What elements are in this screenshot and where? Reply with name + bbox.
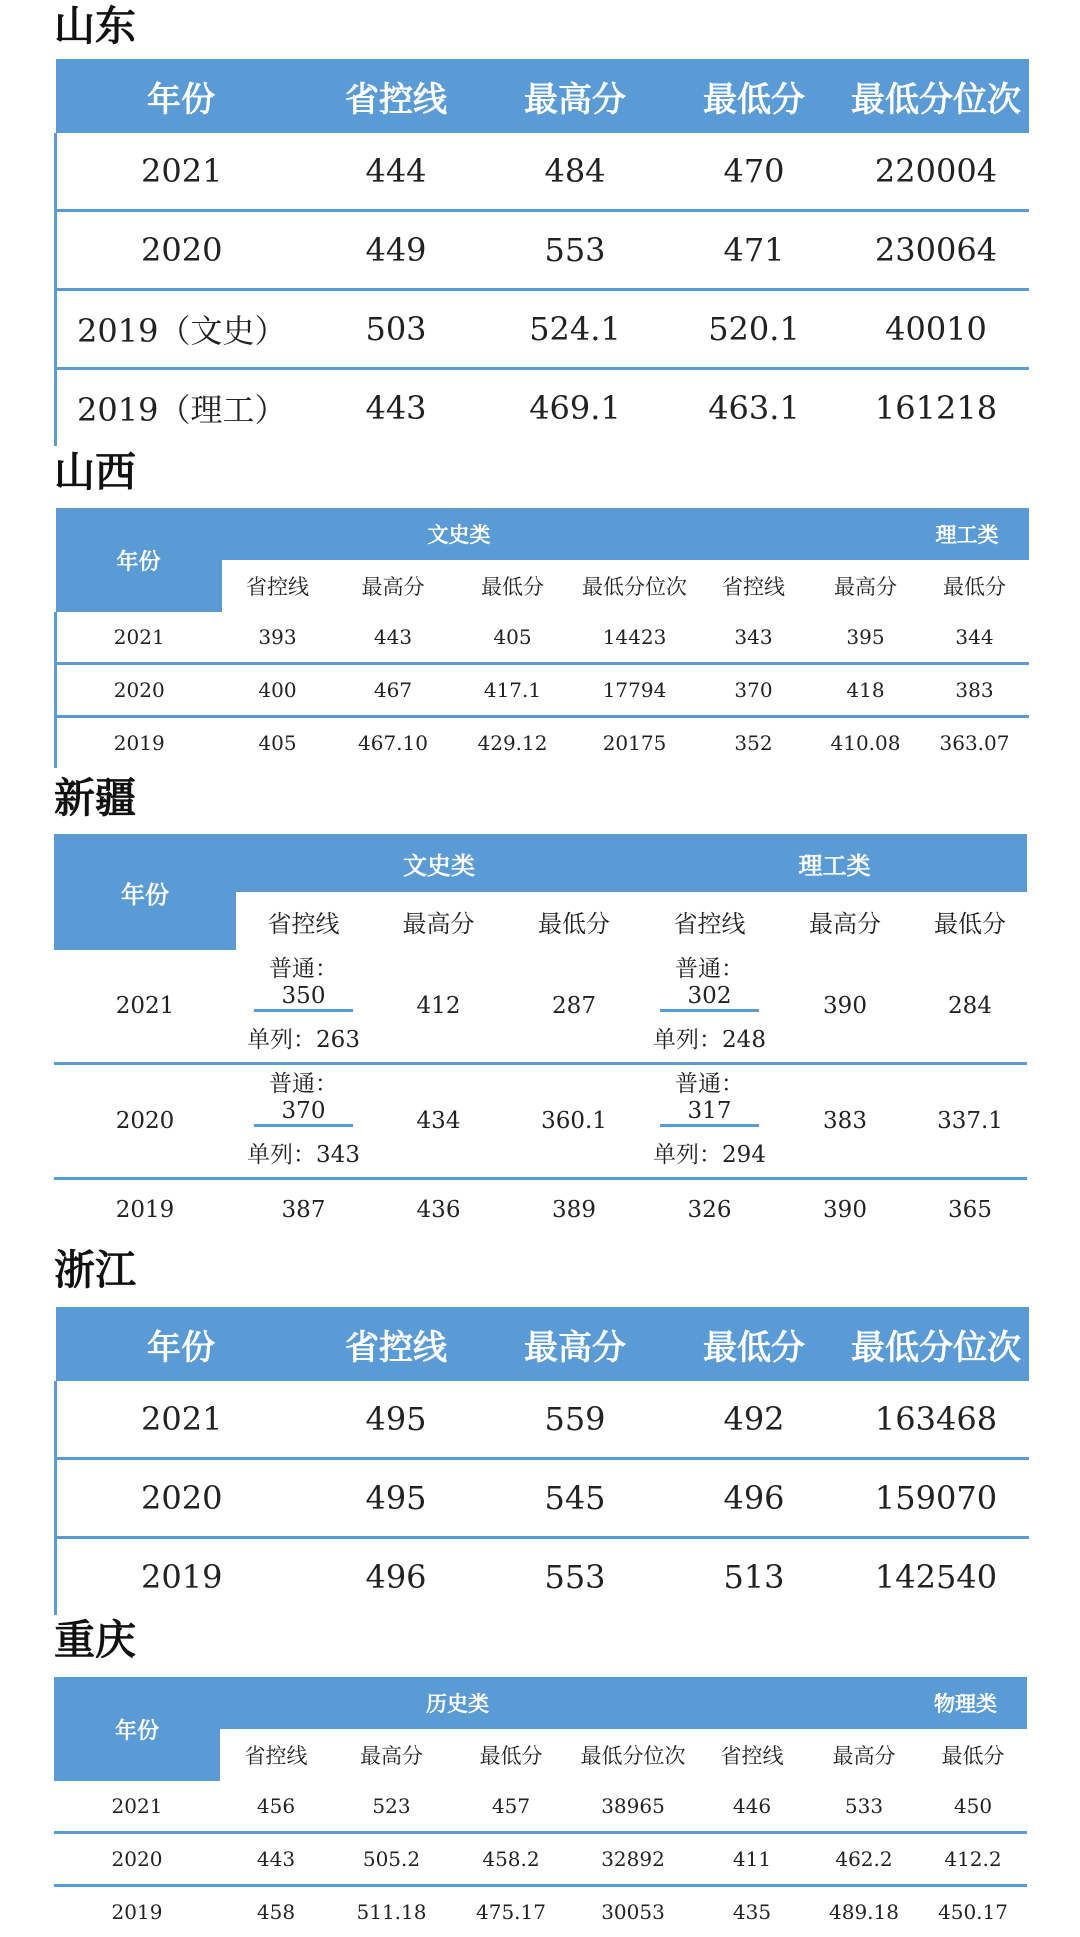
cell: 390 xyxy=(777,1179,913,1241)
group-header: 理工类 xyxy=(697,508,1029,560)
cell: 489.18 xyxy=(809,1886,919,1937)
cell: 390 xyxy=(777,950,913,1064)
cell-split xyxy=(642,1064,777,1179)
cell: 360.1 xyxy=(506,1064,642,1179)
table-row xyxy=(56,612,1029,664)
cell-line: 单列：294 xyxy=(642,1127,777,1177)
col-header: 最高分 xyxy=(486,59,665,133)
cell: 496 xyxy=(665,1459,844,1538)
table-row xyxy=(56,1538,1029,1616)
cell: 495 xyxy=(307,1459,486,1538)
cell: 405 xyxy=(222,717,334,769)
col-header: 省控线 xyxy=(642,892,777,950)
cell: 365 xyxy=(913,1179,1027,1241)
cell-split xyxy=(236,1064,371,1179)
cell: 337.1 xyxy=(913,1064,1027,1179)
header-row xyxy=(56,508,1029,560)
cell: 20175 xyxy=(573,717,697,769)
cell: 370 xyxy=(697,664,811,717)
cell: 523 xyxy=(332,1781,451,1833)
table-row xyxy=(54,1064,1027,1179)
header-row xyxy=(54,1677,1027,1729)
table-row xyxy=(54,1179,1027,1241)
col-header: 最高分 xyxy=(777,892,913,950)
cell: 443 xyxy=(334,612,453,664)
header-row xyxy=(56,59,1029,133)
cell: 2019（文史） xyxy=(56,290,307,369)
group-header: 历史类 xyxy=(220,1677,695,1729)
cell-line: 普通：302 xyxy=(660,950,759,1012)
col-header: 年份 xyxy=(56,1307,307,1381)
col-header: 最低分 xyxy=(451,1729,571,1781)
cell: 405 xyxy=(453,612,573,664)
cell: 446 xyxy=(695,1781,809,1833)
cell-line: 普通：317 xyxy=(660,1065,759,1127)
col-header: 省控线 xyxy=(307,59,486,133)
cell: 230064 xyxy=(844,211,1029,290)
table-shandong xyxy=(54,59,1029,446)
col-header: 最低分位次 xyxy=(571,1729,695,1781)
col-header: 最高分 xyxy=(371,892,506,950)
cell: 412 xyxy=(371,950,506,1064)
table-row xyxy=(54,1886,1027,1937)
col-header: 最低分 xyxy=(921,560,1029,612)
col-header: 最低分位次 xyxy=(844,1307,1029,1381)
cell: 411 xyxy=(695,1833,809,1886)
cell: 343 xyxy=(697,612,811,664)
cell: 2019 xyxy=(56,717,222,769)
cell: 30053 xyxy=(571,1886,695,1937)
cell: 2021 xyxy=(54,950,236,1064)
col-header: 最高分 xyxy=(809,1729,919,1781)
cell: 553 xyxy=(486,1538,665,1616)
cell: 161218 xyxy=(844,369,1029,447)
cell: 450.17 xyxy=(919,1886,1027,1937)
table-row xyxy=(56,1381,1029,1459)
cell: 284 xyxy=(913,950,1027,1064)
cell: 352 xyxy=(697,717,811,769)
cell: 17794 xyxy=(573,664,697,717)
cell: 395 xyxy=(811,612,921,664)
cell-line: 普通：350 xyxy=(254,950,353,1012)
cell: 410.08 xyxy=(811,717,921,769)
cell: 457 xyxy=(451,1781,571,1833)
cell: 443 xyxy=(307,369,486,447)
cell: 467.10 xyxy=(334,717,453,769)
cell: 496 xyxy=(307,1538,486,1616)
header-row xyxy=(56,1307,1029,1381)
cell: 484 xyxy=(486,133,665,211)
cell-split xyxy=(236,950,371,1064)
table-row xyxy=(54,1781,1027,1833)
cell: 470 xyxy=(665,133,844,211)
cell: 449 xyxy=(307,211,486,290)
cell: 553 xyxy=(486,211,665,290)
col-header: 省控线 xyxy=(220,1729,332,1781)
cell: 511.18 xyxy=(332,1886,451,1937)
cell: 2019 xyxy=(54,1886,220,1937)
section-title-zhejiang: 浙江 xyxy=(54,1250,136,1291)
cell: 2020 xyxy=(54,1064,236,1179)
col-header-year: 年份 xyxy=(54,1677,220,1781)
cell: 32892 xyxy=(571,1833,695,1886)
col-header: 省控线 xyxy=(697,560,811,612)
cell: 412.2 xyxy=(919,1833,1027,1886)
cell: 520.1 xyxy=(665,290,844,369)
cell: 387 xyxy=(236,1179,371,1241)
col-header: 最高分 xyxy=(334,560,453,612)
table-row xyxy=(56,1459,1029,1538)
cell: 400 xyxy=(222,664,334,717)
cell: 435 xyxy=(695,1886,809,1937)
cell: 450 xyxy=(919,1781,1027,1833)
col-header: 最低分位次 xyxy=(844,59,1029,133)
col-header-year: 年份 xyxy=(54,834,236,950)
cell: 469.1 xyxy=(486,369,665,447)
table-row xyxy=(56,290,1029,369)
group-header: 物理类 xyxy=(695,1677,1027,1729)
cell: 429.12 xyxy=(453,717,573,769)
cell: 2020 xyxy=(56,1459,307,1538)
cell: 287 xyxy=(506,950,642,1064)
cell-split xyxy=(642,950,777,1064)
cell: 524.1 xyxy=(486,290,665,369)
cell: 220004 xyxy=(844,133,1029,211)
table-row xyxy=(56,133,1029,211)
cell: 363.07 xyxy=(921,717,1029,769)
col-header: 年份 xyxy=(56,59,307,133)
cell: 159070 xyxy=(844,1459,1029,1538)
col-header: 最高分 xyxy=(332,1729,451,1781)
cell: 393 xyxy=(222,612,334,664)
cell: 418 xyxy=(811,664,921,717)
col-header: 最低分 xyxy=(506,892,642,950)
cell: 2021 xyxy=(56,133,307,211)
col-header: 最低分 xyxy=(913,892,1027,950)
section-title-xinjiang: 新疆 xyxy=(54,778,136,819)
cell: 2020 xyxy=(56,211,307,290)
col-header: 最低分 xyxy=(453,560,573,612)
cell-line: 单列：248 xyxy=(642,1012,777,1062)
cell: 14423 xyxy=(573,612,697,664)
col-header: 省控线 xyxy=(222,560,334,612)
cell: 533 xyxy=(809,1781,919,1833)
cell-line: 单列：343 xyxy=(236,1127,371,1177)
section-title-shandong: 山东 xyxy=(54,6,136,47)
col-header: 最高分 xyxy=(486,1307,665,1381)
col-header: 省控线 xyxy=(695,1729,809,1781)
cell: 2019 xyxy=(56,1538,307,1616)
group-header: 文史类 xyxy=(222,508,697,560)
table-row xyxy=(56,717,1029,769)
cell: 389 xyxy=(506,1179,642,1241)
table-row xyxy=(54,1833,1027,1886)
cell: 492 xyxy=(665,1381,844,1459)
cell: 2019（理工） xyxy=(56,369,307,447)
cell-line: 单列：263 xyxy=(236,1012,371,1062)
table-xinjiang xyxy=(54,834,1027,1240)
cell: 513 xyxy=(665,1538,844,1616)
cell: 2021 xyxy=(56,612,222,664)
cell: 471 xyxy=(665,211,844,290)
section-title-shanxi: 山西 xyxy=(54,452,136,493)
col-header: 最高分 xyxy=(811,560,921,612)
header-row xyxy=(54,834,1027,892)
cell: 463.1 xyxy=(665,369,844,447)
cell: 40010 xyxy=(844,290,1029,369)
cell: 559 xyxy=(486,1381,665,1459)
cell: 2019 xyxy=(54,1179,236,1241)
cell: 545 xyxy=(486,1459,665,1538)
cell: 38965 xyxy=(571,1781,695,1833)
cell: 383 xyxy=(777,1064,913,1179)
cell: 163468 xyxy=(844,1381,1029,1459)
table-shanxi xyxy=(54,508,1029,768)
table-row xyxy=(56,211,1029,290)
cell: 495 xyxy=(307,1381,486,1459)
cell: 443 xyxy=(220,1833,332,1886)
cell: 344 xyxy=(921,612,1029,664)
cell: 2021 xyxy=(54,1781,220,1833)
cell: 434 xyxy=(371,1064,506,1179)
cell: 2020 xyxy=(56,664,222,717)
cell-line: 普通：370 xyxy=(254,1065,353,1127)
table-chongqing xyxy=(54,1677,1027,1937)
group-header: 文史类 xyxy=(236,834,642,892)
cell: 456 xyxy=(220,1781,332,1833)
col-header: 最低分 xyxy=(919,1729,1027,1781)
cell: 505.2 xyxy=(332,1833,451,1886)
section-title-chongqing: 重庆 xyxy=(54,1620,136,1661)
cell: 475.17 xyxy=(451,1886,571,1937)
col-header: 最低分 xyxy=(665,59,844,133)
cell: 2021 xyxy=(56,1381,307,1459)
cell: 503 xyxy=(307,290,486,369)
col-header-year: 年份 xyxy=(56,508,222,612)
cell: 326 xyxy=(642,1179,777,1241)
cell: 462.2 xyxy=(809,1833,919,1886)
table-row xyxy=(56,369,1029,447)
cell: 417.1 xyxy=(453,664,573,717)
col-header: 省控线 xyxy=(236,892,371,950)
table-zhejiang xyxy=(54,1307,1029,1615)
cell: 142540 xyxy=(844,1538,1029,1616)
col-header: 最低分 xyxy=(665,1307,844,1381)
cell: 2020 xyxy=(54,1833,220,1886)
col-header: 最低分位次 xyxy=(573,560,697,612)
table-row xyxy=(54,950,1027,1064)
cell: 383 xyxy=(921,664,1029,717)
cell: 444 xyxy=(307,133,486,211)
table-row xyxy=(56,664,1029,717)
group-header: 理工类 xyxy=(642,834,1027,892)
cell: 458.2 xyxy=(451,1833,571,1886)
cell: 467 xyxy=(334,664,453,717)
col-header: 省控线 xyxy=(307,1307,486,1381)
cell: 458 xyxy=(220,1886,332,1937)
cell: 436 xyxy=(371,1179,506,1241)
